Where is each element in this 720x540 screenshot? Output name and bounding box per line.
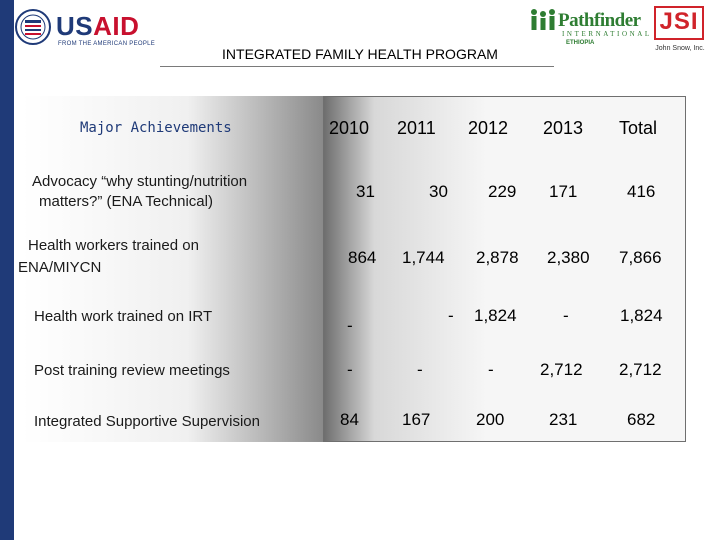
table-cell: 84 [340, 410, 359, 429]
pathfinder-name: Pathfinder [558, 10, 641, 31]
header-label: Major Achievements [80, 120, 232, 136]
table-cell: - [347, 316, 353, 335]
year-header: 2013 [543, 118, 584, 138]
table-cell: 1,824 [474, 306, 517, 325]
table-cell: 171 [549, 182, 578, 201]
table-cell: 682 [627, 410, 656, 429]
table-cell: 2,380 [547, 248, 590, 267]
year-header: Total [619, 118, 658, 138]
pathfinder-logo [528, 4, 652, 46]
jsi-logo [650, 6, 710, 56]
table-cell: 864 [348, 248, 377, 267]
usaid-logo [14, 8, 164, 50]
table-cell: 31 [356, 182, 375, 201]
table-cell: - [347, 360, 353, 379]
row-label: matters?” (ENA Technical) [39, 193, 213, 210]
table-cell: 416 [627, 182, 656, 201]
row-label: ENA/MIYCN [18, 259, 102, 276]
jsi-letters: JSI [659, 8, 699, 35]
usaid-wordmark: USAID [56, 11, 140, 41]
table-cell: 7,866 [619, 248, 662, 267]
table-cell: 1,744 [402, 248, 445, 267]
table-cell: 2,712 [540, 360, 583, 379]
achievements-table [18, 96, 686, 442]
table-cell: - [417, 360, 423, 379]
usaid-tagline: FROM THE AMERICAN PEOPLE [58, 41, 156, 47]
table-cell: - [563, 306, 569, 325]
jsi-subtitle: John Snow, Inc. [655, 45, 705, 52]
table-cell: 2,712 [619, 360, 662, 379]
data-column-panel [323, 96, 686, 442]
table-cell: 229 [488, 182, 517, 201]
page-title: INTEGRATED FAMILY HEALTH PROGRAM [222, 46, 498, 62]
title-underline [160, 66, 554, 67]
row-label: Advocacy “why stunting/nutrition [32, 173, 248, 190]
row-label: Health work trained on IRT [34, 308, 213, 325]
table-cell: 200 [476, 410, 505, 429]
table-cell: 1,824 [620, 306, 663, 325]
table-cell: 167 [402, 410, 431, 429]
left-accent-bar [0, 0, 14, 540]
year-header: 2012 [468, 118, 509, 138]
table-cell: - [488, 360, 494, 379]
year-header: 2010 [329, 118, 370, 138]
table-cell: 30 [429, 182, 448, 201]
usaid-seal-icon [14, 8, 52, 46]
row-label: Health workers trained on [28, 237, 199, 254]
pathfinder-country: ETHIOPIA [566, 40, 595, 46]
table-cell: 2,878 [476, 248, 519, 267]
table-cell: - [448, 306, 454, 325]
pathfinder-people-icon [528, 6, 558, 36]
row-label: Post training review meetings [34, 362, 230, 379]
table-cell: 231 [549, 410, 578, 429]
pathfinder-subtitle: INTERNATIONAL [562, 30, 652, 38]
row-label: Integrated Supportive Supervision [34, 413, 260, 430]
year-header: 2011 [397, 118, 436, 138]
